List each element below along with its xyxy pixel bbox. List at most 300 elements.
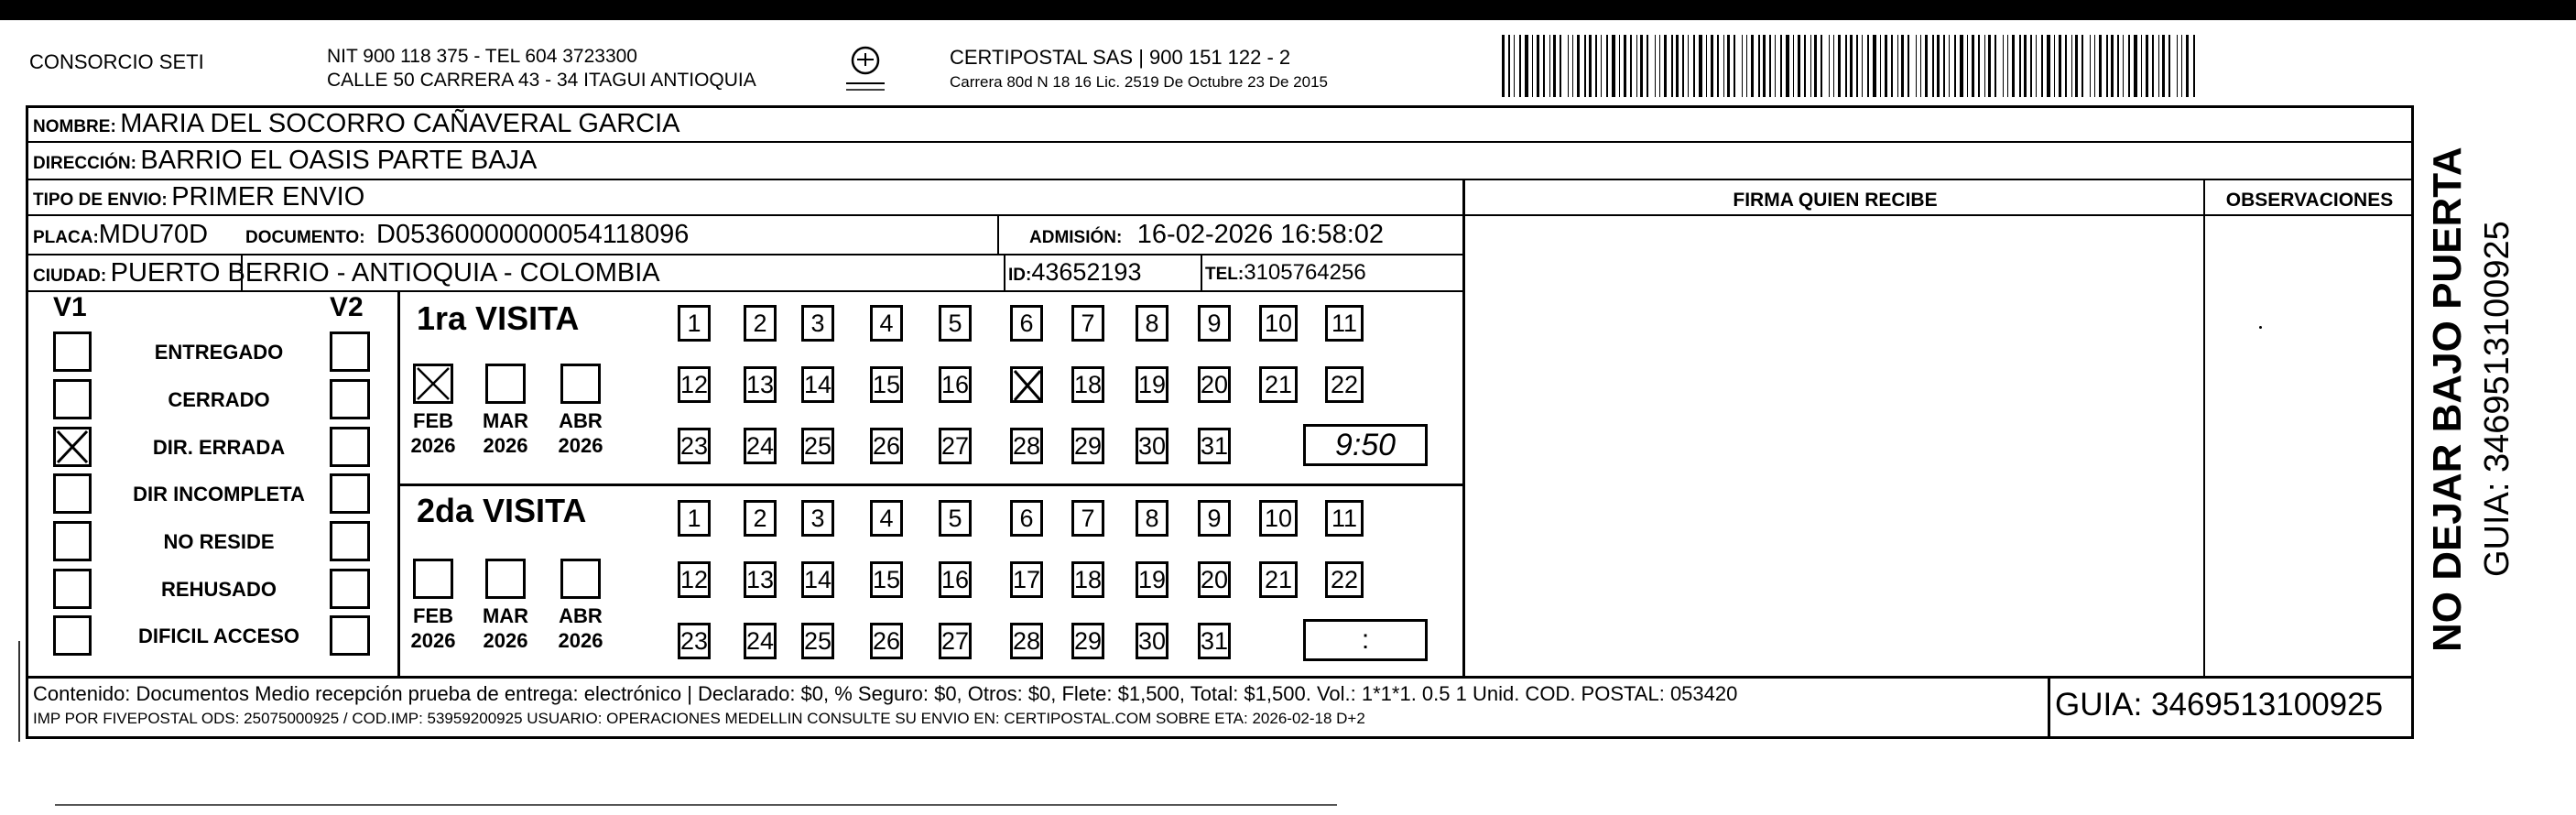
barcode-bar [1873, 35, 1876, 97]
day-box[interactable] [1325, 305, 1364, 342]
v1-checkbox[interactable] [53, 427, 92, 467]
direccion-label: DIRECCIÓN: [33, 154, 136, 173]
barcode-bar [1612, 35, 1615, 97]
day-number: 15 [873, 371, 901, 398]
day-box[interactable] [939, 428, 972, 464]
id-value: 43652193 [1031, 258, 1142, 286]
barcode-bar [2181, 35, 2182, 97]
ciudad-value: PUERTO BERRIO - ANTIOQUIA - COLOMBIA [110, 258, 660, 288]
barcode-bar [1804, 35, 1806, 97]
day-box[interactable] [870, 500, 903, 537]
status-option-label: REHUSADO [161, 578, 277, 601]
day-box[interactable] [678, 500, 711, 537]
month-checkbox[interactable] [413, 559, 453, 599]
day-box[interactable] [870, 623, 903, 659]
day-number: 4 [879, 505, 894, 532]
day-number: 8 [1145, 505, 1159, 532]
barcode-bar [1932, 35, 1934, 97]
v2-checkbox[interactable] [330, 615, 370, 656]
day-number: 25 [804, 432, 832, 460]
placa-label: PLACA: [33, 228, 99, 247]
barcode-bar [2128, 35, 2130, 97]
barcode [1502, 35, 2203, 97]
barcode-bar [1891, 35, 1893, 97]
visita-divider [397, 484, 1463, 486]
day-box[interactable] [1198, 623, 1231, 659]
row-line-1 [26, 141, 2414, 143]
barcode-bar [1967, 35, 1968, 97]
barcode-bar [1640, 35, 1643, 97]
day-number: 23 [680, 432, 709, 460]
barcode-bar [2024, 35, 2027, 97]
barcode-bar [1845, 35, 1847, 97]
day-box[interactable] [1325, 561, 1364, 598]
day-box[interactable] [1136, 305, 1168, 342]
day-number: 11 [1331, 310, 1358, 337]
status-visit-divider [397, 290, 400, 678]
barcode-bar [1954, 35, 1956, 97]
day-box[interactable] [939, 561, 972, 598]
hour-box[interactable] [1303, 619, 1428, 661]
day-box[interactable] [744, 561, 777, 598]
day-number: 21 [1264, 566, 1293, 593]
barcode-bar [1543, 35, 1545, 97]
day-box[interactable] [870, 305, 903, 342]
v2-checkbox[interactable] [330, 331, 370, 372]
day-number: 1 [687, 310, 701, 337]
v2-checkbox[interactable] [330, 379, 370, 419]
barcode-bar [2177, 35, 2178, 97]
year-label: 2026 [410, 629, 456, 652]
month-checkbox[interactable] [413, 364, 453, 404]
barcode-bar [1693, 35, 1695, 97]
day-box[interactable] [1071, 500, 1104, 537]
day-number: 16 [941, 566, 970, 593]
barcode-bar [1763, 35, 1766, 97]
day-box[interactable] [678, 623, 711, 659]
day-box[interactable] [1071, 305, 1104, 342]
day-box[interactable] [1136, 500, 1168, 537]
day-number: 24 [746, 432, 775, 460]
barcode-bar [1775, 35, 1776, 97]
day-box[interactable] [744, 500, 777, 537]
barcode-bar [1577, 35, 1580, 97]
v2-label: V2 [330, 292, 364, 322]
barcode-bar [1595, 35, 1597, 97]
v1-checkbox[interactable] [53, 331, 92, 372]
company-name: CONSORCIO SETI [29, 50, 204, 73]
footer-guia: GUIA: 3469513100925 [2055, 687, 2384, 723]
day-number: 18 [1074, 566, 1103, 593]
day-number: 10 [1264, 505, 1293, 532]
tipo-envio-value: PRIMER ENVIO [171, 182, 365, 212]
barcode-bar [2065, 35, 2067, 97]
barcode-bar [1706, 35, 1707, 97]
day-number: 20 [1201, 371, 1229, 398]
day-box[interactable] [678, 561, 711, 598]
barcode-bar [1994, 35, 1996, 97]
barcode-bar [1508, 35, 1510, 97]
visita1-title: 1ra VISITA [417, 299, 580, 337]
tel-value: 3105764256 [1244, 260, 1366, 285]
day-box[interactable] [1198, 428, 1231, 464]
status-option-label: ENTREGADO [154, 341, 284, 364]
barcode-bar [1676, 35, 1679, 97]
tel-divider [1201, 254, 1202, 290]
certipostal-logo [842, 42, 888, 95]
day-box[interactable] [1259, 500, 1298, 537]
barcode-bar [1746, 35, 1747, 97]
barcode-bar [1833, 35, 1834, 97]
day-number: 27 [941, 627, 970, 655]
barcode-bar [2081, 35, 2083, 97]
barcode-bar [1525, 35, 1528, 97]
row-line-2 [26, 179, 2414, 180]
tipo-envio-row [33, 182, 364, 212]
day-box[interactable] [870, 428, 903, 464]
barcode-bar [1880, 35, 1881, 97]
v2-checkbox[interactable] [330, 427, 370, 467]
documento-field [245, 220, 689, 250]
ciudad-label: CIUDAD: [33, 266, 107, 286]
barcode-bar [1624, 35, 1626, 97]
day-box[interactable] [939, 500, 972, 537]
documento-value: D05360000000054118096 [376, 220, 690, 249]
day-number: 17 [1013, 566, 1041, 593]
observaciones-header: OBSERVACIONES [2225, 190, 2394, 211]
day-number: 7 [1081, 310, 1095, 337]
status-option-label: DIR. ERRADA [152, 436, 286, 459]
day-number: 5 [948, 505, 962, 532]
day-box[interactable] [939, 623, 972, 659]
day-number: 15 [873, 566, 901, 593]
barcode-bar [2030, 35, 2032, 97]
barcode-bar [1584, 35, 1586, 97]
barcode-bar [2007, 35, 2008, 97]
day-number: 21 [1264, 371, 1293, 398]
year-label: 2026 [558, 629, 603, 652]
frame-left [26, 105, 28, 739]
footer-top-line [26, 676, 2414, 679]
day-number: 4 [879, 310, 894, 337]
barcode-bar [1786, 35, 1789, 97]
barcode-bar [1920, 35, 1921, 97]
barcode-bar [1568, 35, 1569, 97]
barcode-bar [2193, 35, 2195, 97]
day-box[interactable] [1136, 428, 1168, 464]
day-number: 14 [804, 566, 832, 593]
barcode-bar [1908, 35, 1909, 97]
observaciones-left-line [2203, 179, 2205, 678]
nombre-label: NOMBRE: [33, 117, 116, 136]
day-number: 25 [804, 627, 832, 655]
day-number: 8 [1145, 310, 1159, 337]
day-box[interactable] [870, 561, 903, 598]
status-option-label: DIR INCOMPLETA [133, 483, 305, 505]
barcode-bar [1949, 35, 1950, 97]
hour-box[interactable] [1303, 424, 1428, 466]
barcode-bar [1549, 35, 1550, 97]
day-number: 12 [680, 566, 709, 593]
barcode-bar [1688, 35, 1689, 97]
month-checkbox[interactable] [560, 559, 601, 599]
barcode-bar [1671, 35, 1673, 97]
day-number: 27 [941, 432, 970, 460]
day-box[interactable] [678, 428, 711, 464]
admision-field [1029, 220, 1384, 250]
barcode-bar [1943, 35, 1945, 97]
day-number: 16 [941, 371, 970, 398]
day-box[interactable] [939, 366, 972, 403]
barcode-bar [1606, 35, 1608, 97]
barcode-bar [1699, 35, 1702, 97]
day-box[interactable] [1136, 623, 1168, 659]
admision-label: ADMISIÓN: [1029, 228, 1123, 247]
v2-checkbox[interactable] [330, 521, 370, 561]
day-number: 9 [1207, 505, 1222, 532]
barcode-bar [1780, 35, 1782, 97]
barcode-bar [2059, 35, 2061, 97]
day-box[interactable] [801, 305, 834, 342]
tel-label: TEL: [1205, 265, 1245, 284]
barcode-bar [1560, 35, 1561, 97]
v2-checkbox[interactable] [330, 569, 370, 609]
barcode-bar [1630, 35, 1632, 97]
barcode-bar [1885, 35, 1887, 97]
day-box[interactable] [1010, 561, 1043, 598]
month-checkbox[interactable] [560, 364, 601, 404]
barcode-bar [2099, 35, 2102, 97]
day-number: 19 [1138, 371, 1167, 398]
day-number: 10 [1264, 310, 1293, 337]
barcode-bar [2019, 35, 2021, 97]
barcode-bar [1984, 35, 1985, 97]
day-number: 11 [1331, 505, 1358, 532]
barcode-bar [1972, 35, 1974, 97]
day-box[interactable] [744, 428, 777, 464]
day-box[interactable] [744, 623, 777, 659]
tipo-envio-label: TIPO DE ENVIO: [33, 190, 168, 210]
day-box[interactable] [1198, 561, 1231, 598]
barcode-bar [2047, 35, 2050, 97]
day-box[interactable] [1010, 366, 1043, 403]
firma-header: FIRMA QUIEN RECIBE [1733, 190, 1938, 211]
barcode-bar [1742, 35, 1743, 97]
day-number: 23 [680, 627, 709, 655]
day-box[interactable] [801, 500, 834, 537]
month-label: ABR [559, 409, 603, 432]
v1-checkbox[interactable] [53, 473, 92, 514]
footer-guia-divider [2048, 676, 2050, 738]
day-number: 6 [1019, 505, 1034, 532]
barcode-bar [2158, 35, 2159, 97]
day-box[interactable] [1259, 305, 1298, 342]
day-number: 19 [1138, 566, 1167, 593]
hour-value: 9:50 [1334, 428, 1397, 462]
barcode-bar [1814, 35, 1817, 97]
day-box[interactable] [744, 366, 777, 403]
barcode-bar [1867, 35, 1869, 97]
day-number: 22 [1330, 371, 1359, 398]
day-box[interactable] [801, 428, 834, 464]
barcode-bar [1532, 35, 1533, 97]
barcode-bar [2146, 35, 2148, 97]
day-number: 31 [1201, 432, 1229, 460]
barcode-bar [2003, 35, 2004, 97]
day-number: 30 [1138, 627, 1167, 655]
barcode-bar [2152, 35, 2154, 97]
day-box[interactable] [870, 366, 903, 403]
barcode-bar [1856, 35, 1858, 97]
barcode-bar [2111, 35, 2114, 97]
day-number: 2 [753, 505, 767, 532]
barcode-bar [1769, 35, 1771, 97]
barcode-bar [1619, 35, 1620, 97]
status-option-label: CERRADO [168, 388, 270, 411]
v1-checkbox[interactable] [53, 569, 92, 609]
row-line-3 [26, 214, 2414, 216]
barcode-bar [1978, 35, 1980, 97]
barcode-bar [1537, 35, 1539, 97]
barcode-bar [1798, 35, 1800, 97]
year-label: 2026 [410, 434, 456, 457]
barcode-bar [1901, 35, 1904, 97]
barcode-bar [2162, 35, 2165, 97]
barcode-bar [2106, 35, 2108, 97]
side-guia: GUIA: 3469513100925 [2478, 221, 2516, 577]
barcode-bar [2117, 35, 2119, 97]
id-divider [1004, 254, 1005, 290]
observaciones-dot [2259, 326, 2262, 329]
day-box[interactable] [1259, 366, 1298, 403]
day-box[interactable] [939, 305, 972, 342]
day-number: 13 [746, 566, 775, 593]
day-number: 31 [1201, 627, 1229, 655]
v1-checkbox[interactable] [53, 521, 92, 561]
day-box[interactable] [1071, 366, 1104, 403]
day-box[interactable] [801, 561, 834, 598]
day-box[interactable] [1259, 561, 1298, 598]
day-number: 9 [1207, 310, 1222, 337]
day-box[interactable] [1071, 623, 1104, 659]
barcode-bar [1659, 35, 1660, 97]
id-field [1008, 258, 1141, 287]
barcode-bar [2054, 35, 2055, 97]
visita2-title: 2da VISITA [417, 492, 587, 529]
day-number: 18 [1074, 371, 1103, 398]
certipostal-line2: Carrera 80d N 18 16 Lic. 2519 De Octubre 23 De 2015 [950, 73, 1328, 91]
day-box[interactable] [678, 366, 711, 403]
barcode-bar [1682, 35, 1684, 97]
footer-contenido: Contenido: Documentos Medio recepción prueba de entrega: electrónico | Declarado: $0, % Seguro: $0, Otros: $0, Flete: $1,500, Total: $1,500. Vol.: 1*1*1. 0.5 1 Unid. COD. POSTAL: 053420 [33, 682, 1738, 705]
barcode-bar [1751, 35, 1754, 97]
day-number: 5 [948, 310, 962, 337]
day-box[interactable] [1198, 305, 1231, 342]
barcode-bar [1601, 35, 1602, 97]
barcode-bar [2168, 35, 2170, 97]
day-box[interactable] [801, 623, 834, 659]
admision-value: 16-02-2026 16:58:02 [1136, 220, 1385, 249]
day-box[interactable] [1325, 500, 1364, 537]
placa-value: MDU70D [98, 220, 209, 249]
day-number: 30 [1138, 432, 1167, 460]
barcode-bar [1829, 35, 1830, 97]
barcode-bar [2134, 35, 2137, 97]
scan-bottom-line [55, 804, 1337, 806]
direccion-value: BARRIO EL OASIS PARTE BAJA [140, 146, 538, 175]
day-box[interactable] [1136, 366, 1168, 403]
v1-checkbox[interactable] [53, 379, 92, 419]
frame-bottom [26, 736, 2414, 739]
barcode-bar [1727, 35, 1730, 97]
footer-imp: IMP POR FIVEPOSTAL ODS: 25075000925 / COD.IMP: 53959200925 USUARIO: OPERACIONES MEDELLIN CONSULTE SU ENVIO EN: CERTIPOSTAL.COM SOBRE ETA: 2026-02-18 D+2 [33, 710, 1365, 727]
day-number: 3 [810, 310, 825, 337]
day-number: 6 [1019, 310, 1034, 337]
month-checkbox[interactable] [485, 559, 526, 599]
day-box[interactable] [1198, 500, 1231, 537]
barcode-bar [1553, 35, 1556, 97]
barcode-bar [1937, 35, 1940, 97]
v1-label: V1 [53, 292, 87, 322]
day-number: 28 [1013, 432, 1041, 460]
documento-label: DOCUMENTO: [245, 228, 365, 247]
day-box[interactable] [1010, 500, 1043, 537]
id-label: ID: [1008, 266, 1032, 285]
barcode-bar [1897, 35, 1898, 97]
v1-checkbox[interactable] [53, 615, 92, 656]
barcode-bar [1734, 35, 1735, 97]
barcode-bar [2012, 35, 2015, 97]
barcode-bar [1723, 35, 1724, 97]
row-line-5 [26, 290, 1463, 292]
day-number: 29 [1074, 627, 1103, 655]
barcode-bar [1925, 35, 1928, 97]
day-box[interactable] [1071, 561, 1104, 598]
v2-checkbox[interactable] [330, 473, 370, 514]
day-number: 20 [1201, 566, 1229, 593]
month-checkbox[interactable] [485, 364, 526, 404]
day-box[interactable] [744, 305, 777, 342]
day-box[interactable] [1010, 623, 1043, 659]
day-box[interactable] [1198, 366, 1231, 403]
month-label: MAR [482, 409, 529, 432]
barcode-bar [2075, 35, 2078, 97]
barcode-bar [1793, 35, 1794, 97]
status-option-label: NO RESIDE [163, 530, 275, 553]
barcode-bar [1664, 35, 1667, 97]
day-box[interactable] [1010, 305, 1043, 342]
placa-field [33, 220, 208, 250]
ciudad-field [33, 258, 660, 288]
day-box[interactable] [678, 305, 711, 342]
certipostal-line1: CERTIPOSTAL SAS | 900 151 122 - 2 [950, 46, 1291, 69]
day-box[interactable] [1071, 428, 1104, 464]
day-number: 2 [753, 310, 767, 337]
day-number: 26 [873, 627, 901, 655]
day-number: 14 [804, 371, 832, 398]
day-box[interactable] [1010, 428, 1043, 464]
no-dejar-bajo-puerta: NO DEJAR BAJO PUERTA [2425, 147, 2470, 652]
nombre-row [33, 109, 680, 139]
month-label: FEB [413, 409, 453, 432]
barcode-bar [1810, 35, 1811, 97]
day-box[interactable] [1325, 366, 1364, 403]
barcode-bar [1758, 35, 1760, 97]
month-label: ABR [559, 604, 603, 627]
day-box[interactable] [1136, 561, 1168, 598]
barcode-bar [1589, 35, 1592, 97]
day-box[interactable] [801, 366, 834, 403]
